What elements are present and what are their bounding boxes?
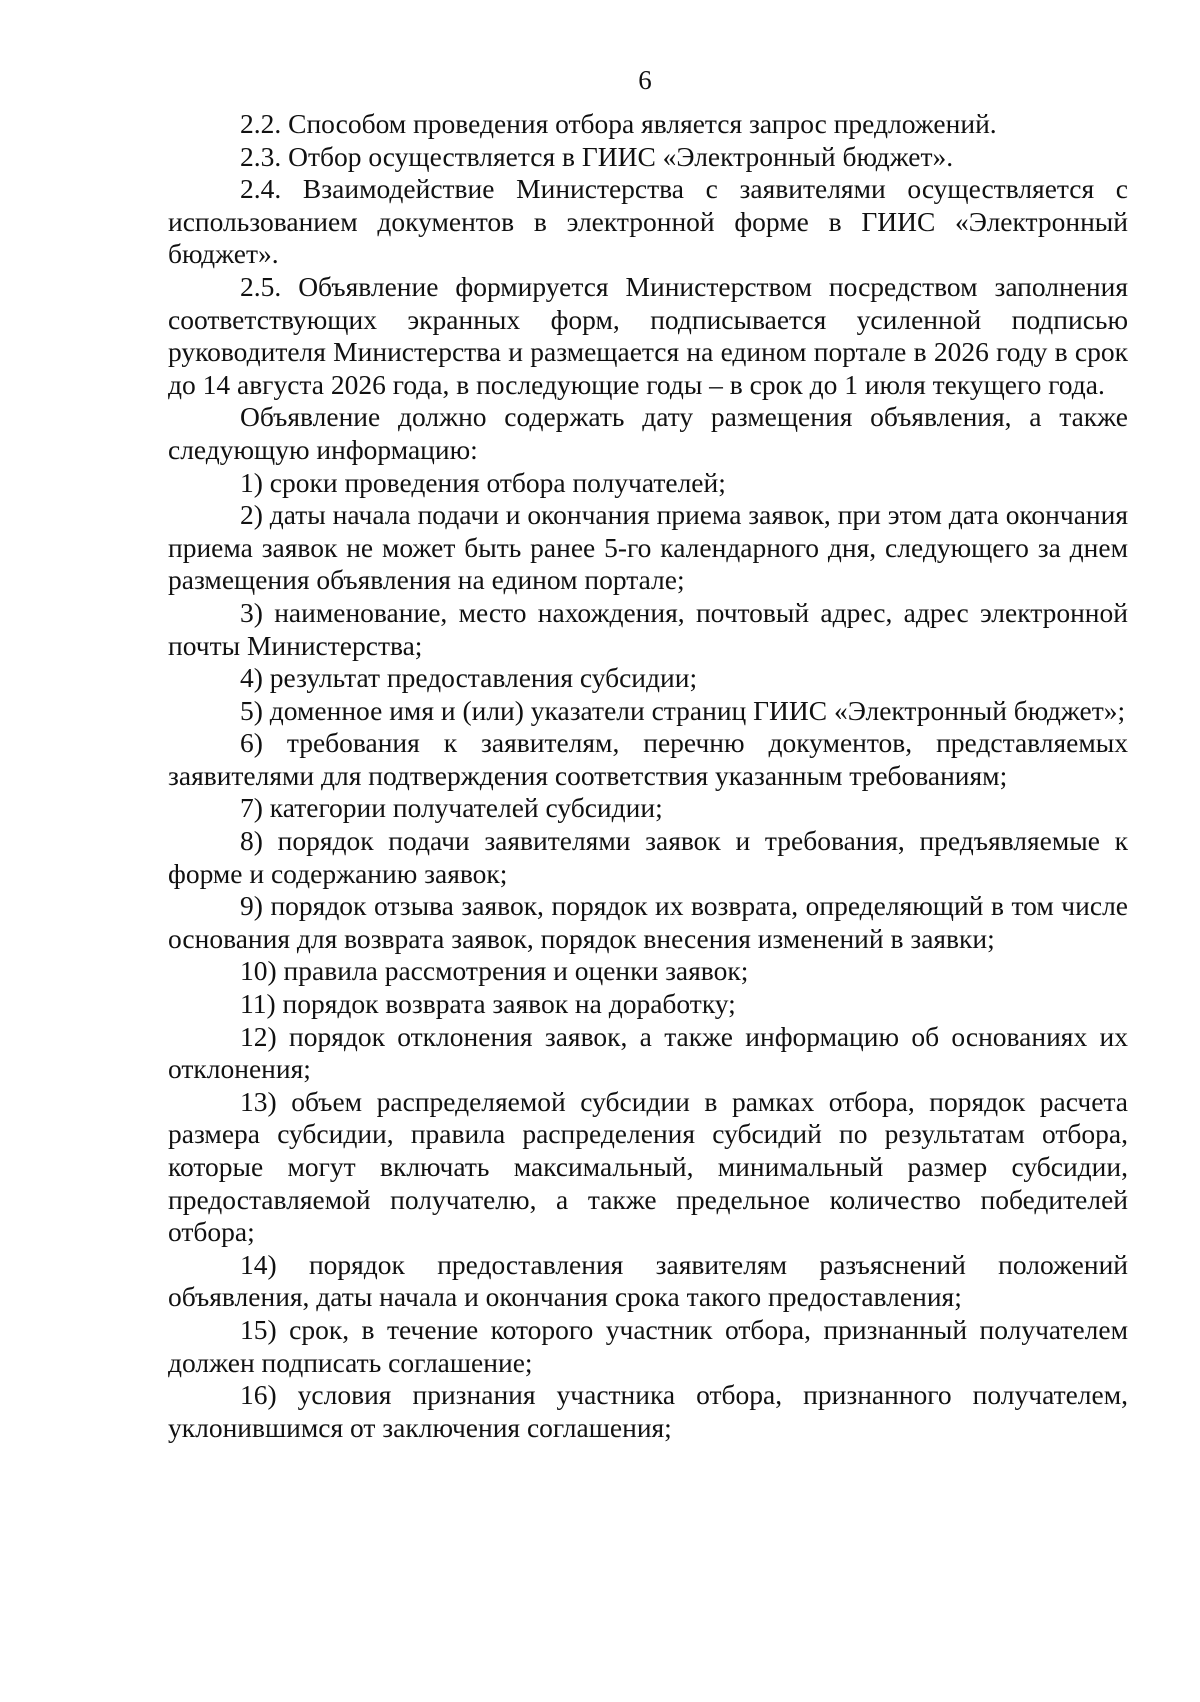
list-item-4: 4) результат предоставления субсидии; — [240, 662, 698, 694]
list-item-6: 6) требования к заявителям, перечню документов, представляемых заявителями для подтверждения соответствия указанным требованиям; — [168, 727, 1128, 791]
paragraph-2-4: 2.4. Взаимодействие Министерства с заявителями осуществляется с использованием документов в электронной форме в ГИИС «Электронный бюджет». — [168, 173, 1128, 270]
paragraph-2-5: 2.5. Объявление формируется Министерством посредством заполнения соответствующих экранных форм, подписывается усиленной подписью руководителя Министерства и размещается на едином портале в 2026 году в срок до 14 августа 2026 года, в последующие годы – в срок до 1 июля текущего года. — [168, 270, 1128, 400]
list-item-2: 2) даты начала подачи и окончания приема заявок, при этом дата окончания приема заявок не может быть ранее 5-го календарного дня, следующего за днем размещения объявления на едином портале; — [168, 499, 1128, 596]
list-item-1: 1) сроки проведения отбора получателей; — [240, 466, 726, 498]
list-item-10: 10) правила рассмотрения и оценки заявок; — [240, 955, 749, 987]
list-item-16: 16) условия признания участника отбора, признанного получателем, уклонившимся от заключения соглашения; — [168, 1379, 1128, 1443]
list-item-11: 11) порядок возврата заявок на доработку; — [240, 988, 736, 1020]
page-number: 6 — [638, 65, 652, 95]
list-item-5: 5) доменное имя и (или) указатели страниц ГИИС «Электронный бюджет»; — [240, 694, 1126, 726]
paragraph-announcement-intro: Объявление должно содержать дату размещения объявления, а также следующую информацию: — [168, 401, 1128, 465]
list-item-13: 13) объем распределяемой субсидии в рамках отбора, порядок расчета размера субсидии, правила распределения субсидий по результатам отбора, которые могут включать максимальный, минимальный размер субсидии, предоставляемой получателю, а также предельное количество победителей отбора; — [168, 1085, 1128, 1248]
list-item-12: 12) порядок отклонения заявок, а также информацию об основаниях их отклонения; — [168, 1020, 1128, 1085]
document-body — [168, 108, 1128, 1444]
list-item-15: 15) срок, в течение которого участник отбора, признанный получателем должен подписать соглашение; — [168, 1313, 1128, 1378]
paragraph-2-3: 2.3. Отбор осуществляется в ГИИС «Электронный бюджет». — [240, 140, 954, 172]
list-item-14: 14) порядок предоставления заявителям разъяснений положений объявления, даты начала и окончания срока такого предоставления; — [168, 1248, 1128, 1313]
list-item-7: 7) категории получателей субсидии; — [240, 792, 663, 824]
paragraph-2-2: 2.2. Способом проведения отбора является запрос предложений. — [240, 108, 997, 139]
list-item-3: 3) наименование, место нахождения, почтовый адрес, адрес электронной почты Министерства; — [168, 596, 1128, 661]
list-item-9: 9) порядок отзыва заявок, порядок их возврата, определяющий в том числе основания для возврата заявок, порядок внесения изменений в заявки; — [168, 890, 1128, 954]
list-item-8: 8) порядок подачи заявителями заявок и требования, предъявляемые к форме и содержанию заявок; — [168, 825, 1128, 889]
